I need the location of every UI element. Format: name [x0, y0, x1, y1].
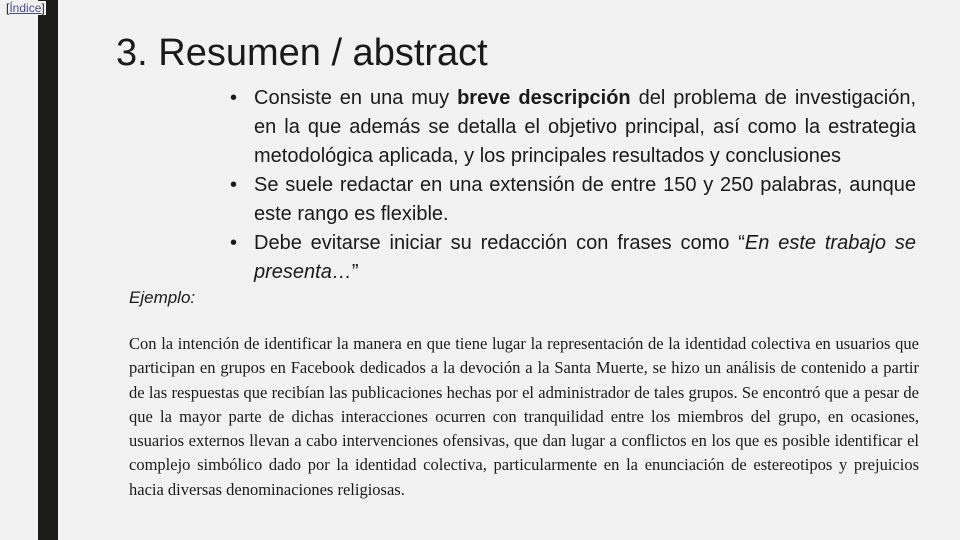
bullet-text-after: ”	[351, 261, 359, 283]
bullet-item-description	[230, 84, 916, 171]
bullet-text-before: Consiste en una muy	[254, 87, 458, 109]
bullet-item-length	[230, 171, 916, 229]
index-close-bracket: ]	[41, 1, 45, 15]
slide-title: 3. Resumen / abstract	[116, 32, 488, 74]
bullet-list	[230, 84, 916, 287]
index-nav	[5, 1, 46, 15]
index-open-bracket: [	[6, 1, 10, 15]
bullet-dot-icon: •	[230, 87, 238, 109]
bullet-dot-icon: •	[230, 232, 238, 254]
bullet-dot-icon: •	[230, 174, 238, 196]
bullet-item-avoid	[230, 229, 916, 287]
left-accent-bar	[38, 0, 58, 540]
index-link[interactable]: Índice	[9, 1, 42, 15]
bullet-text: Se suele redactar en una extensión de entre 150 y 250 palabras, aunque este rango es flexible.	[254, 174, 916, 225]
bullet-text-before: Debe evitarse iniciar su redacción con frases como “	[254, 232, 745, 254]
example-label: Ejemplo:	[129, 288, 196, 307]
bullet-text-bold: breve descripción	[457, 87, 631, 109]
bullet-text-after: del problema de investigación, en la que además se detalla el objetivo principal, así como la estrategia metodológica aplicada, y los principales resultados y conclusiones	[254, 87, 916, 167]
bullet-text-italic: En este trabajo se presenta…	[254, 232, 916, 283]
example-paragraph: Con la intención de identificar la manera en que tiene lugar la representación de la identidad colectiva en usuarios que participan en grupos en Facebook dedicados a la devoción a la Santa Muerte, se hizo un análisis de contenido a partir de las respuestas que recibían las publicaciones hechas por el administrador de tales grupos. Se encontró que a pesar de que la mayor parte de dichas interacciones ocurren con tranquilidad entre los miembros del grupo, en ocasiones, usuarios externos llevan a cabo intervenciones ofensivas, que dan lugar a conflictos en los que es posible identificar el complejo simbólico dado por la identidad colectiva, particularmente en la enunciación de estereotipos y prejuicios hacia diversas denominaciones religiosas.	[129, 334, 919, 499]
